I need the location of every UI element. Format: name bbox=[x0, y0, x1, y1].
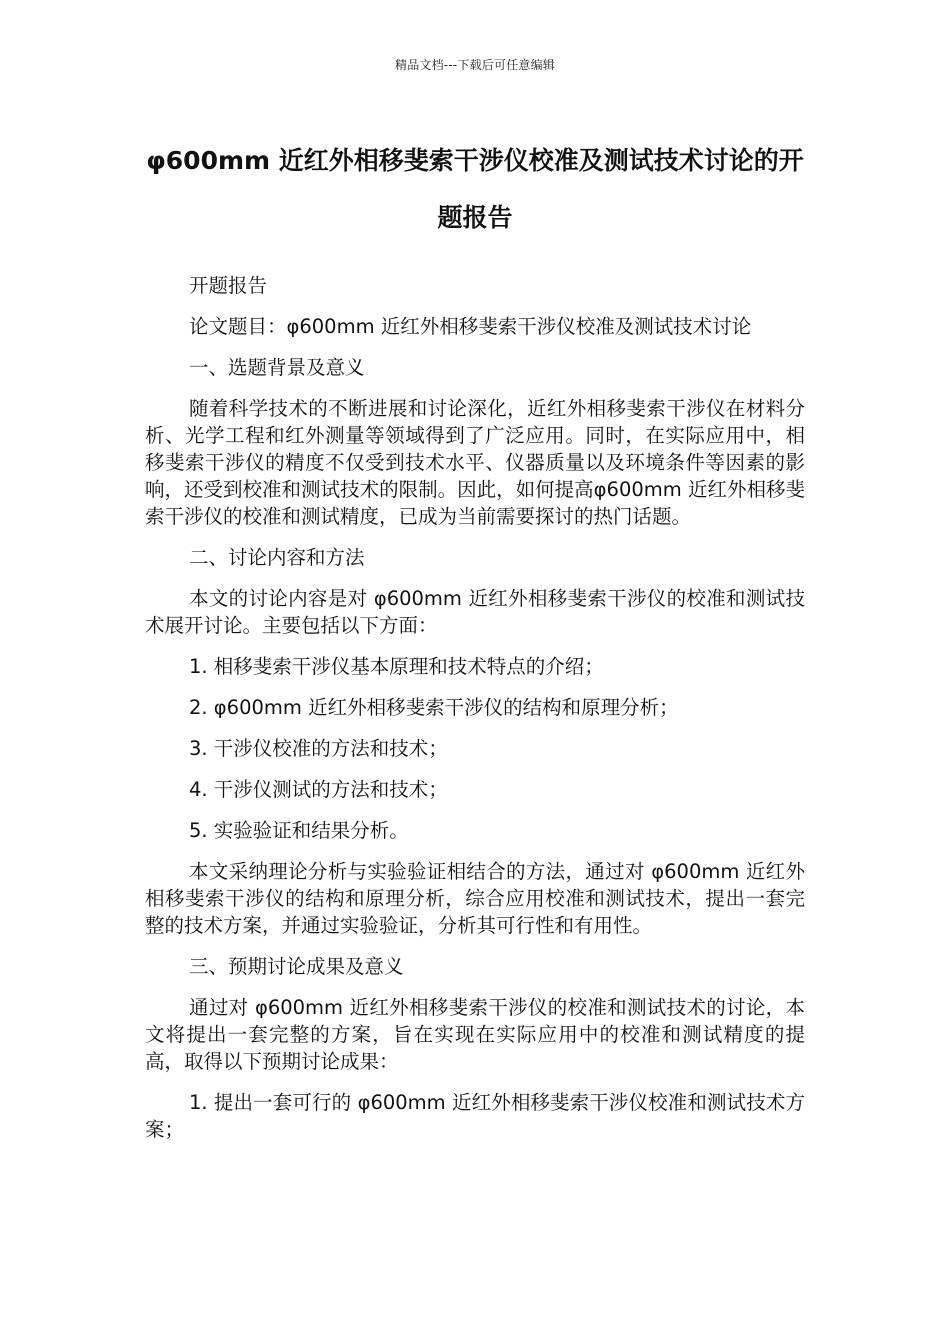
list-item: 4. 干涉仪测试的方法和技术； bbox=[189, 778, 448, 801]
list-item: 1. 相移斐索干涉仪基本原理和技术特点的介绍； bbox=[189, 655, 604, 678]
page-header: 精品文档---下载后可任意编辑 bbox=[395, 58, 555, 72]
document-title: φ600mm 近红外相移斐索干涉仪校准及测试技术讨论的开题报告 bbox=[146, 146, 804, 232]
method-paragraph: 本文采纳理论分析与实验验证相结合的方法，通过对 φ600mm 近红外相移斐索干涉仪的结构和原理分析，综合应用校准和测试技术，提出一套完整的技术方案，并通过实验验证，分析其可行性和有用性。 bbox=[145, 860, 805, 937]
thesis-title: 论文题目：φ600mm 近红外相移斐索干涉仪校准及测试技术讨论 bbox=[189, 315, 752, 338]
expected-intro-paragraph: 通过对 φ600mm 近红外相移斐索干涉仪的校准和测试技术的讨论，本文将提出一套完整的方案，旨在实现在实际应用中的校准和测试精度的提高，取得以下预期讨论成果： bbox=[145, 996, 805, 1073]
list-item: 1. 提出一套可行的 φ600mm 近红外相移斐索干涉仪校准和测试技术方案； bbox=[145, 1091, 805, 1141]
section-heading-content-method: 二、讨论内容和方法 bbox=[189, 546, 365, 569]
document-body bbox=[145, 272, 805, 1157]
list-item: 5. 实验验证和结果分析。 bbox=[189, 819, 409, 842]
section-heading-background: 一、选题背景及意义 bbox=[189, 356, 365, 379]
content-intro-paragraph: 本文的讨论内容是对 φ600mm 近红外相移斐索干涉仪的校准和测试技术展开讨论。主要包括以下方面： bbox=[145, 587, 805, 637]
report-label: 开题报告 bbox=[189, 274, 268, 297]
list-item: 2. φ600mm 近红外相移斐索干涉仪的结构和原理分析； bbox=[189, 696, 679, 719]
list-item: 3. 干涉仪校准的方法和技术； bbox=[189, 737, 448, 760]
background-paragraph: 随着科学技术的不断进展和讨论深化，近红外相移斐索干涉仪在材料分析、光学工程和红外测量等领域得到了广泛应用。同时，在实际应用中，相移斐索干涉仪的精度不仅受到技术水平、仪器质量以及环境条件等因素的影响，还受到校准和测试技术的限制。因此，如何提高φ600mm 近红外相移斐索干涉仪的校准和测试精度，已成为当前需要探讨的热门话题。 bbox=[145, 397, 805, 528]
section-heading-expected-results: 三、预期讨论成果及意义 bbox=[189, 955, 404, 978]
